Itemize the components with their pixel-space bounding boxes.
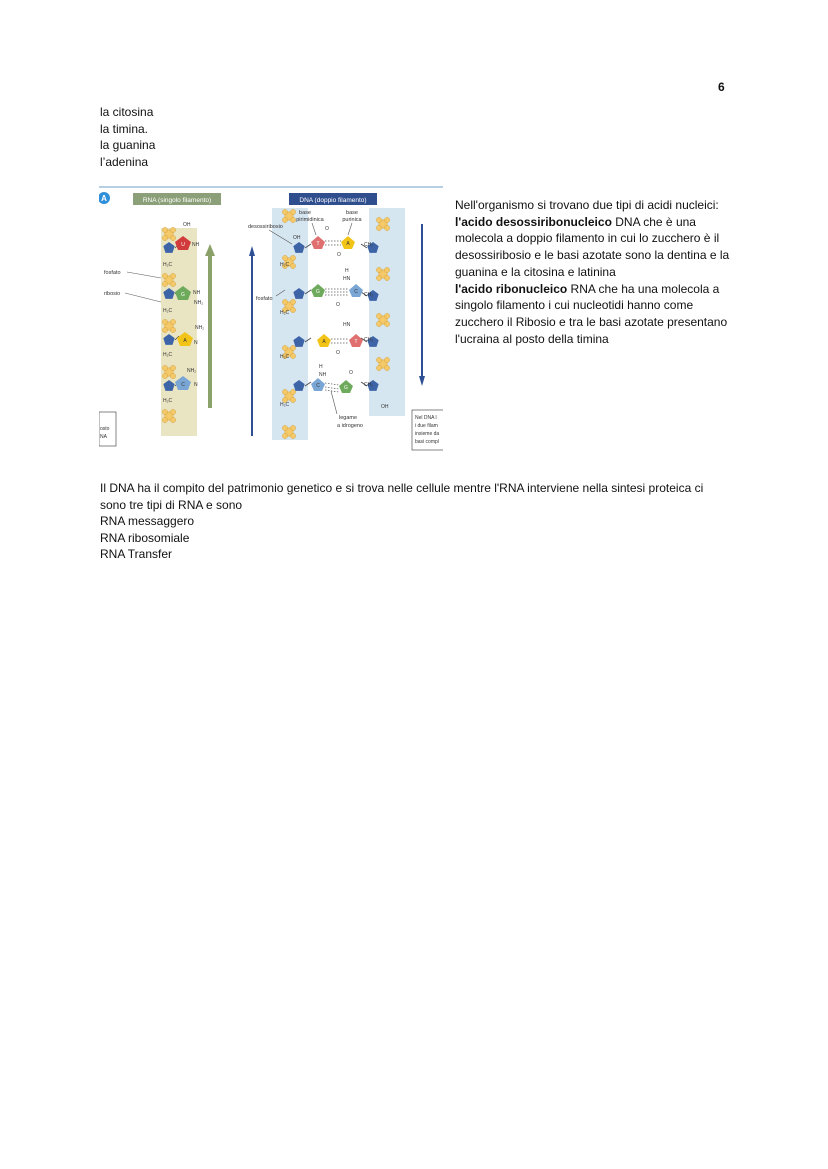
base-item: la timina. [100,121,149,136]
figure-svg [99,186,443,454]
dna-thymine-letter-2: T [354,339,358,345]
ch2-label: CH₂ [364,242,374,248]
n-label: N [194,340,198,346]
o-label: O [325,226,329,232]
guanine-letter: G [181,292,185,298]
rna-description: RNA che ha una molecola a singolo filamento i cui nucleotidi hanno come zucchero il Ribosio e tra le basi azotate presentano l'ucraina al posto della timina [455,281,728,346]
label-base-purinica: base [346,210,358,216]
base-item: la guanina [100,138,156,152]
h2c-label-dna: H₂C [280,262,290,268]
oh-label: OH [183,222,191,228]
oh-label-dna-end: OH [381,404,389,410]
nh2-label: NH₂ [187,368,197,374]
dna-paragraph [455,214,733,281]
o-label: O [349,370,353,376]
h2c-label-dna: H₂C [280,310,290,316]
hn-label: HN [343,322,351,328]
rna-paragraph [455,281,733,348]
right-box-line: basi compl [415,439,439,445]
dna-term: l'acido desossiribonucleico [455,214,612,229]
dna-adenine-letter-2: A [322,339,326,345]
left-box-line: osto [100,426,110,432]
hn-label: HN [343,276,351,282]
panel-letter: A [101,194,107,203]
dna-adenine-letter: A [346,241,350,247]
h2c-label-dna: H₂C [280,354,290,360]
n-label: N [194,382,198,388]
base-item: l’adenina [100,154,149,169]
right-box-line: insieme da [415,431,440,437]
dna-header: DNA (doppio filamento) [299,197,367,204]
label-fosfato-dna: fosfato [256,296,273,302]
cytosine-letter: C [181,382,185,388]
rna-header: RNA (singolo filamento) [142,197,212,204]
dna-strand-arrowhead-down [419,376,425,386]
dna-strand-arrowhead-up [249,246,255,256]
dna-cytosine-letter: C [354,289,358,295]
nh-label-dna: NH [319,372,327,378]
h2c-label: H₂C [163,398,173,404]
h2c-label: H₂C [163,308,173,314]
base-item: la citosina [100,105,154,119]
bases-list [100,104,155,170]
ch2-label: CH₂ [364,382,374,388]
dna-description: DNA che è una molecola a doppio filamento in cui lo zucchero è il desossiribosio e le basi azotate sono la dentina e la guanina e la citosina e latinina [455,214,730,279]
rna-type-item: RNA ribosomiale [100,530,190,545]
h2c-label: H₂C [163,352,173,358]
o-label: O [337,252,341,258]
label-legame: legame [339,415,358,421]
nh-label: NH [193,290,201,296]
h2c-label: H₂C [163,262,173,268]
nh-label: NH [192,242,200,248]
label-base-purinica-2: purinica [342,217,362,223]
right-box-line: i due filam [415,423,438,429]
thymine-letter: T [316,241,320,247]
label-base-pirimidinica-2: pirimidinica [296,217,324,223]
nh2-label: NH₂ [194,300,204,306]
dna-guanine-letter: G [316,289,320,295]
h-label: H [319,364,323,370]
intro-line: Nell'organismo si trovano due tipi di acidi nucleici: [455,198,719,212]
h-label: H [345,268,349,274]
adenine-letter: A [183,338,187,344]
rna-types-section [100,480,730,563]
right-box-line: Nel DNA l [415,415,437,421]
rna-term: l'acido ribonucleico [455,281,568,296]
nucleic-acids-description [455,197,733,347]
left-box-line: NA [100,434,107,440]
dna-cytosine-letter-2: C [316,383,320,389]
dna-guanine-letter-2: G [344,385,348,391]
nh2-label: NH₂ [195,325,205,331]
rna-type-item: RNA Transfer [100,547,173,562]
o-label: O [336,302,340,308]
label-base-pirimidinica: base [299,210,311,216]
nucleic-acid-figure [99,186,443,454]
page-number: 6 [718,80,725,94]
ch2-label: CH₂ [364,337,374,343]
rna-strand-arrowhead [205,244,215,256]
h2c-label-dna: H₂C [280,402,290,408]
label-desossiribosio: desossiribosio [248,224,283,230]
uracil-letter: U [181,242,185,248]
hydrogen-bonds [325,241,349,392]
ch2-label: CH₂ [364,292,374,298]
label-fosfato: fosfato [104,270,121,276]
oh-label-dna: OH [293,235,301,241]
rna-type-item: RNA messaggero [100,514,195,529]
label-ribosio: ribosio [104,291,121,297]
label-legame-2: a idrogeno [337,423,363,429]
dna-function-paragraph: Il DNA ha il compito del patrimonio genetico e si trova nelle cellule mentre l'RNA interviene nella sintesi proteica ci sono tre tipi di RNA e sono [100,481,704,512]
o-label: O [336,350,340,356]
